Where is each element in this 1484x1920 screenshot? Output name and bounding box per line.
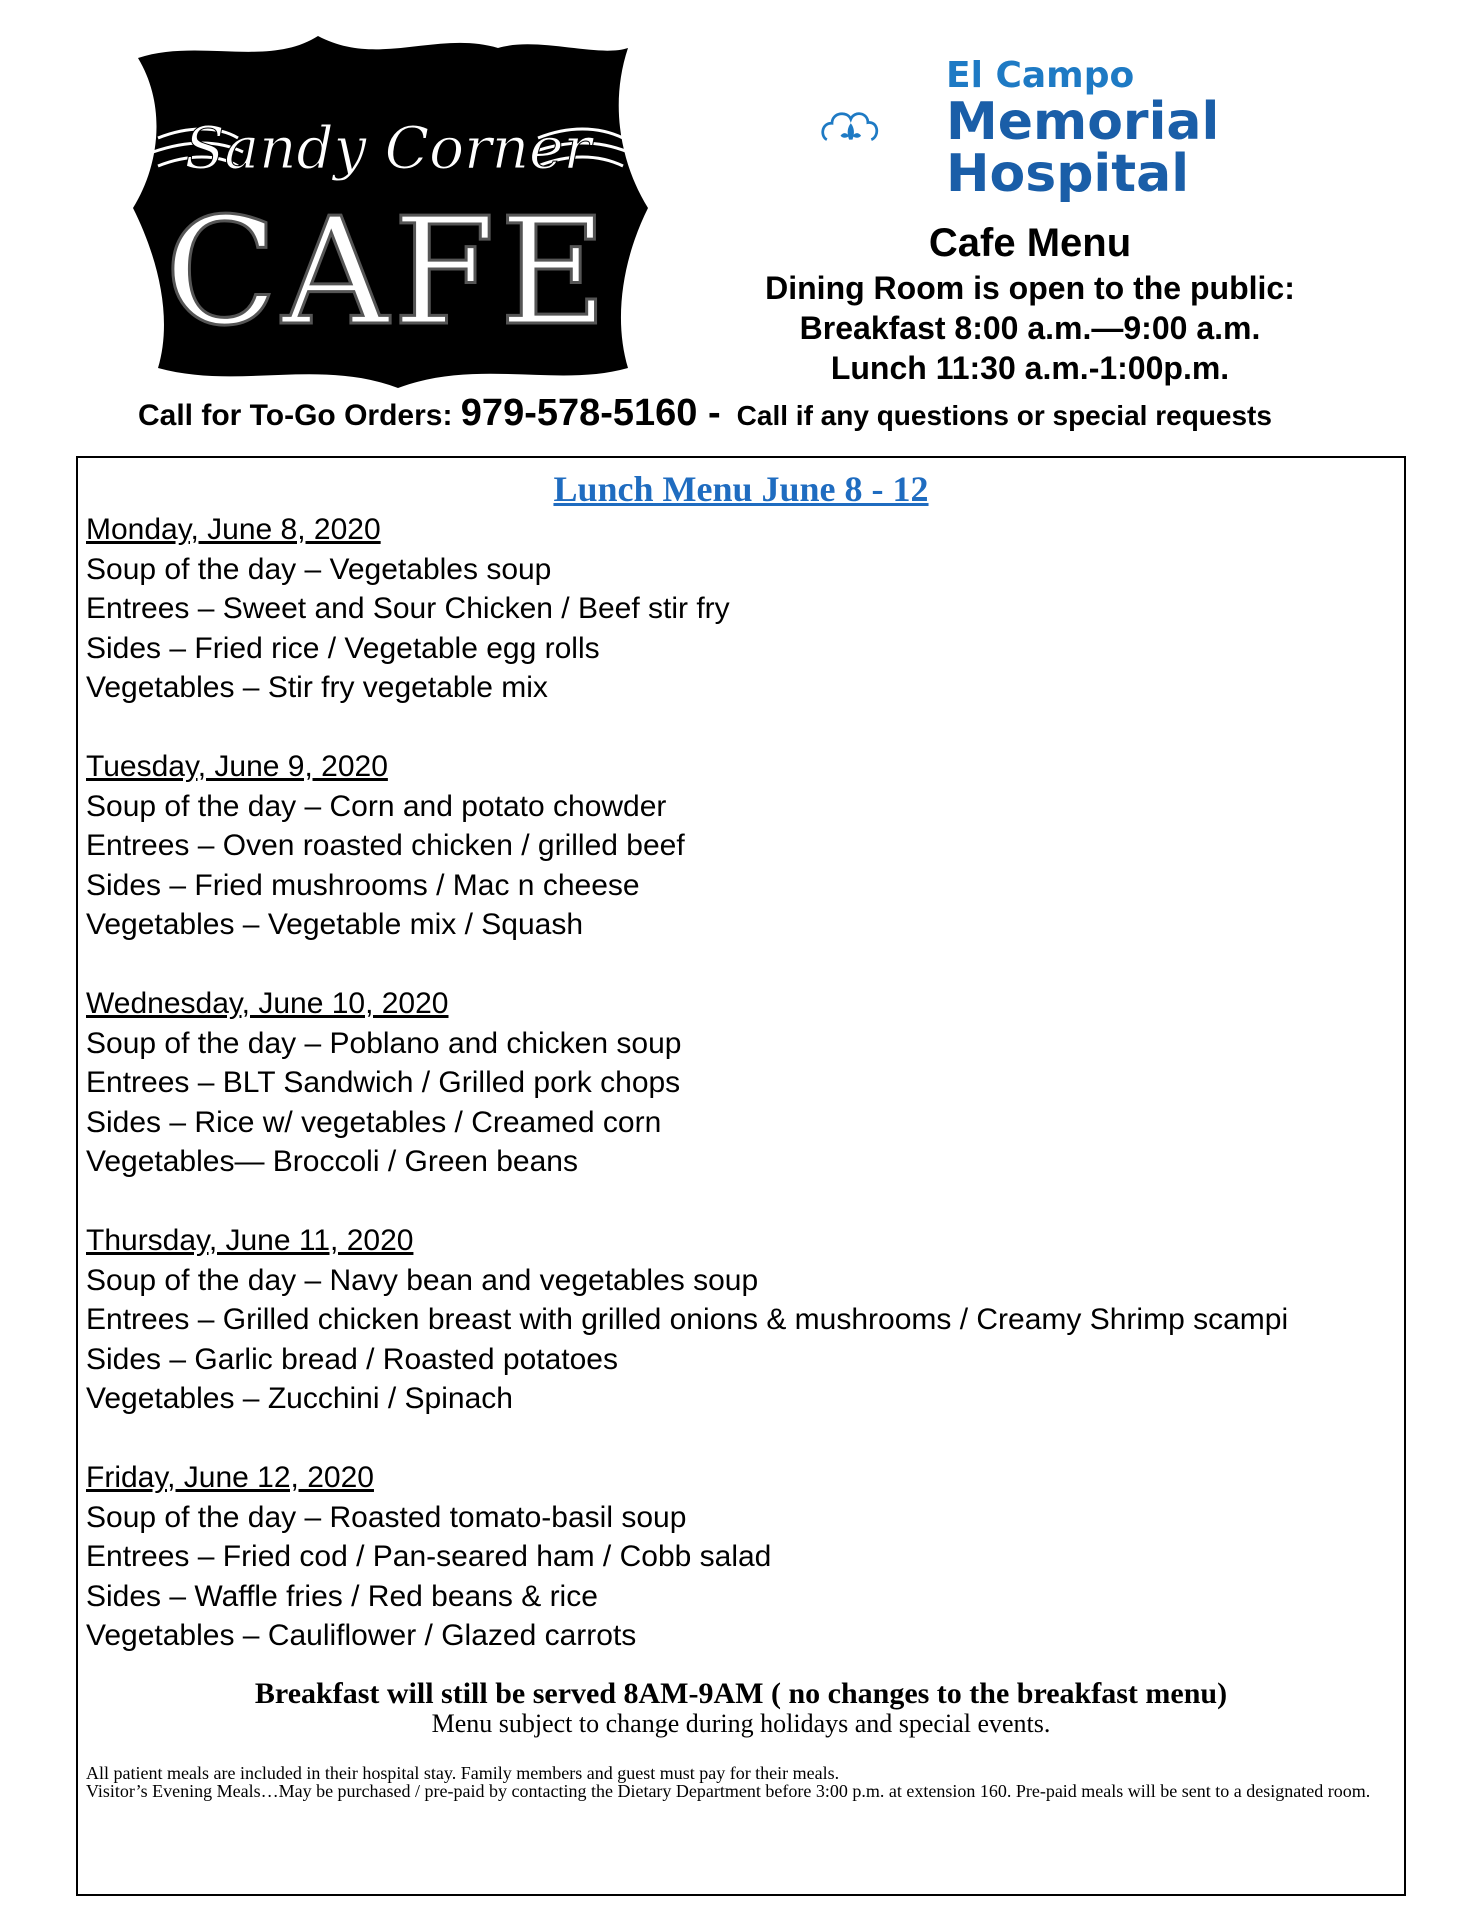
day-sides: Sides – Waffle fries / Red beans & rice	[86, 1579, 598, 1613]
header-info	[740, 218, 1320, 388]
hospital-logo-line3: Hospital	[946, 144, 1190, 204]
day-vegetables: Vegetables – Zucchini / Spinach	[86, 1382, 513, 1415]
day-thursday	[86, 1221, 1288, 1419]
subject-to-change-note: Menu subject to change during holidays and special events.	[431, 1709, 1051, 1738]
breakfast-hours: Breakfast 8:00 a.m.—9:00 a.m.	[799, 310, 1261, 346]
day-wednesday	[86, 984, 1288, 1182]
hospital-logo-line2: Memorial	[946, 92, 1220, 152]
day-monday	[86, 510, 1288, 708]
fine-print-patient-meals: All patient meals are included in their hospital stay. Family members and guest must pay for their meals.	[86, 1763, 840, 1783]
day-sides: Sides – Fried rice / Vegetable egg rolls	[86, 631, 600, 665]
hospital-logo-line1: El Campo	[946, 55, 1135, 96]
day-entrees: Entrees – Sweet and Sour Chicken / Beef stir fry	[86, 592, 730, 625]
day-vegetables: Vegetables— Broccoli / Green beans	[86, 1145, 578, 1178]
day-soup: Soup of the day – Poblano and chicken soup	[86, 1026, 682, 1060]
lunch-hours: Lunch 11:30 a.m.-1:00p.m.	[830, 350, 1230, 386]
fine-print	[86, 1764, 1396, 1800]
cafe-logo-script: Sandy Corner	[184, 114, 592, 182]
day-entrees: Entrees – Fried cod / Pan-seared ham / Cobb salad	[86, 1540, 772, 1573]
days-list	[86, 510, 1288, 1656]
day-soup: Soup of the day – Roasted tomato-basil soup	[86, 1500, 687, 1534]
call-note: Call if any questions or special requests	[736, 400, 1272, 431]
day-entrees: Entrees – Grilled chicken breast with grilled onions & mushrooms / Creamy Shrimp scampi	[86, 1303, 1289, 1336]
day-date: Wednesday, June 10, 2020	[86, 987, 449, 1020]
day-vegetables: Vegetables – Cauliflower / Glazed carrots	[86, 1619, 637, 1652]
day-friday	[86, 1458, 1288, 1656]
day-sides: Sides – Garlic bread / Roasted potatoes	[86, 1342, 618, 1376]
dining-room-notice: Dining Room is open to the public:	[765, 270, 1295, 306]
hospital-logo-text	[946, 55, 1220, 204]
hospital-cotton-icon	[820, 56, 950, 196]
day-vegetables: Vegetables – Stir fry vegetable mix	[86, 671, 548, 704]
day-entrees: Entrees – Oven roasted chicken / grilled beef	[86, 829, 685, 862]
page-title: Cafe Menu	[928, 221, 1132, 265]
fine-print-visitor-meals: Visitor’s Evening Meals…May be purchased / pre-paid by contacting the Dietary Department before 3:00 p.m. at extension 160. Pre-paid meals will be sent to a designated room.	[86, 1781, 1371, 1801]
call-line	[138, 392, 1378, 435]
lunch-menu-box	[76, 456, 1406, 1896]
day-date: Thursday, June 11, 2020	[86, 1224, 414, 1257]
breakfast-note: Breakfast will still be served 8AM-9AM ( no changes to the breakfast menu)	[254, 1677, 1228, 1710]
day-date: Friday, June 12, 2020	[86, 1461, 374, 1494]
day-tuesday	[86, 747, 1288, 945]
cafe-logo-main: CAFE	[164, 186, 612, 358]
day-date: Tuesday, June 9, 2020	[86, 750, 388, 783]
sandy-corner-cafe-logo	[118, 28, 658, 398]
day-date: Monday, June 8, 2020	[86, 513, 381, 546]
day-vegetables: Vegetables – Vegetable mix / Squash	[86, 908, 584, 941]
phone-number[interactable]: 979-578-5160 -	[460, 392, 721, 434]
day-entrees: Entrees – BLT Sandwich / Grilled pork chops	[86, 1066, 681, 1099]
day-soup: Soup of the day – Vegetables soup	[86, 552, 552, 586]
day-sides: Sides – Fried mushrooms / Mac n cheese	[86, 868, 640, 902]
day-sides: Sides – Rice w/ vegetables / Creamed corn	[86, 1105, 662, 1139]
day-soup: Soup of the day – Navy bean and vegetables soup	[86, 1263, 759, 1297]
menu-title: Lunch Menu June 8 - 12	[553, 469, 929, 509]
day-soup: Soup of the day – Corn and potato chowder	[86, 789, 667, 823]
call-label: Call for To-Go Orders:	[138, 399, 461, 432]
